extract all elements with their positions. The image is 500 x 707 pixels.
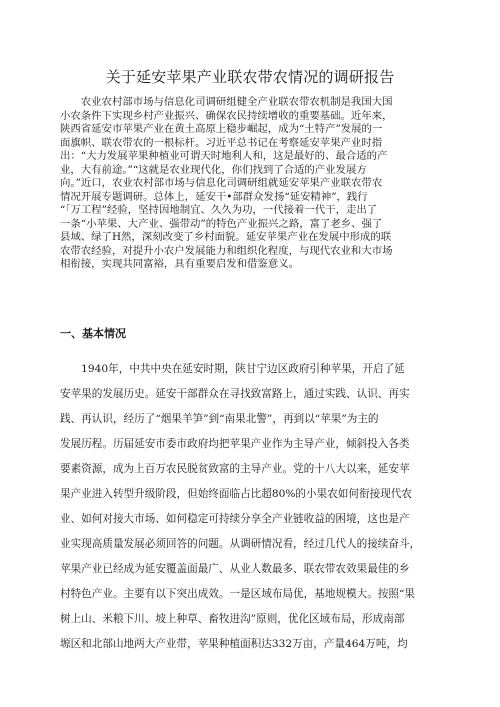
body-line: 树上山、米粮下川、坡上种草、畜牧进沟”原则，优化区域布局，形成南部 — [60, 613, 405, 625]
body-line: 业、如何对接大市场、如何稳定可持续分享全产业链收益的困境，这也是产 — [60, 513, 410, 525]
body-line: 践、再认识，经历了“烟果羊笋”到“南果北警”，再到以“苹果”为主的 — [60, 413, 379, 425]
body-paragraph — [60, 357, 440, 657]
intro-line: 小农条件下实现乡村产业振兴、确保农民持续增收的重要基础。近年来， — [60, 109, 393, 122]
body-line: 塬区和北部山地两大产业带，苹果种植面积达332万亩，产量464万吨，均 — [60, 638, 408, 650]
body-line: 安苹果的发展历史。延安干部群众在寻找致富路上，通过实践、认识、再实 — [60, 388, 410, 400]
body-line: 村特色产业。主要有以下突出成效。一是区域布局优，基地规模大。按照“果 — [60, 588, 416, 600]
intro-line: 相衔接，实现共同富裕，具有重要启发和借鉴意义。 — [60, 258, 299, 270]
intro-line: 情况开展专题调研。总体上，延安干•部群众发扬“延安精神”，践行 — [60, 190, 368, 203]
intro-line: 出：“大力发展苹果种植业可谓天时地利人和，这是最好的、最合适的产 — [60, 150, 388, 162]
section-heading: 一、基本情况 — [60, 327, 126, 340]
body-line: 业实现高质量发展必须回答的问题。从调研情况看，经过几代人的接续奋斗， — [60, 538, 421, 550]
intro-line: 面旗帜、联农带农的一根标杆。习近平总书记在考察延安苹果产业时指 — [60, 136, 383, 149]
document-title: 关于延安苹果产业联农带农情况的调研报告 — [105, 68, 395, 86]
intro-line: 业，大有前途。”“这就是农业现代化，你们找到了合适的产业发展方 — [60, 163, 367, 176]
intro-line: “「万工程”经验，坚持因地制宜、久久为功，一代接着一代干，走出了 — [60, 204, 378, 216]
body-line: 果产业进入转型升级阶段，但始终面临占比超80%的小果农如何衔接现代农 — [60, 488, 412, 500]
intro-line: 一条“小苹果、大产业、强带动”的特色产业振兴之路，富了老乡、强了 — [60, 217, 383, 230]
intro-line: 农业农村部市场与信息化司调研组健全产业联农带农机制是我国大国 — [60, 96, 393, 108]
body-line: 1940年，中共中央在延安时期，陕甘宁边区政府引种苹果，开启了延 — [60, 363, 405, 375]
intro-paragraph — [60, 96, 436, 272]
body-line: 要素资源，成为上百万农民脱贫致富的主导产业。党的十八大以来，延安苹 — [60, 463, 410, 475]
body-line: 苹果产业已经成为延安覆盖面最广、从业人数最多、联农带农效果最佳的乡 — [60, 563, 410, 575]
intro-line: 向。”近口，农业农村部市场与信息化司调研组就延安苹果产业联农带农 — [60, 177, 383, 189]
body-line: 发展历程。历届延安市委市政府均把苹果产业作为主导产业，倾斜投入各类 — [60, 438, 410, 450]
intro-line: 县域、绿了H然，深刻改变了乡村面貌。延安苹果产业在发展中形成的联 — [60, 231, 392, 243]
intro-line: 陕西省延安市苹果产业在黄土高原上稳步崛起，成为“土特产”发展的一 — [60, 123, 383, 135]
intro-line: 农带农经验，对提升小农户发展能力和组织化程度，与现代农业和大市场 — [60, 244, 393, 257]
